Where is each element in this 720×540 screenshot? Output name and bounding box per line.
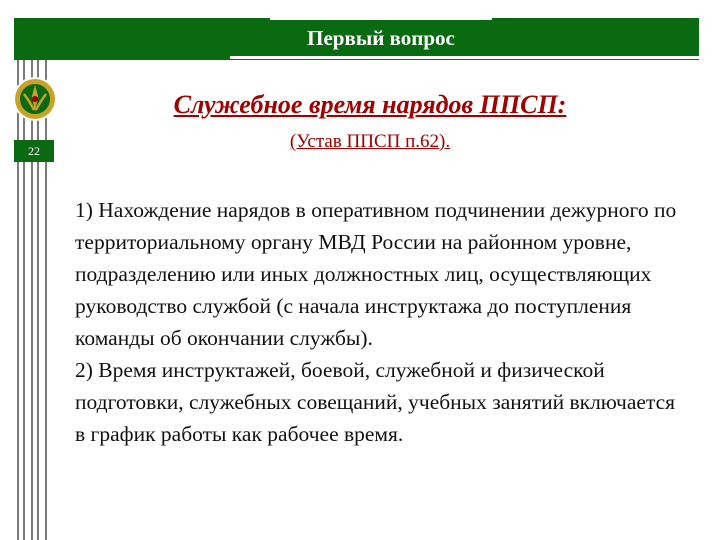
list-item: 2) Время инструктажей, боевой, служебной и физической подготовки, служебных совещаний, учебных занятий включается в график работы как рабочее время. bbox=[75, 358, 676, 446]
header-divider-top bbox=[270, 17, 492, 20]
slide-body bbox=[75, 194, 690, 450]
emblem-icon bbox=[12, 76, 58, 122]
header-title: Первый вопрос bbox=[307, 26, 455, 50]
header-divider-bottom bbox=[230, 56, 700, 59]
page-number: 22 bbox=[14, 140, 54, 162]
list-item: 1) Нахождение нарядов в оперативном подчинении дежурного по территориальному органу МВД России на районном уровне, подразделению или иных должностных лиц, осуществляющих руководство службой (с начала инструктажа до поступления команды об окончании службы). bbox=[75, 198, 677, 350]
slide-title: Служебное время нарядов ППСП: bbox=[173, 90, 567, 119]
slide-subtitle: (Устав ППСП п.62). bbox=[289, 131, 451, 152]
